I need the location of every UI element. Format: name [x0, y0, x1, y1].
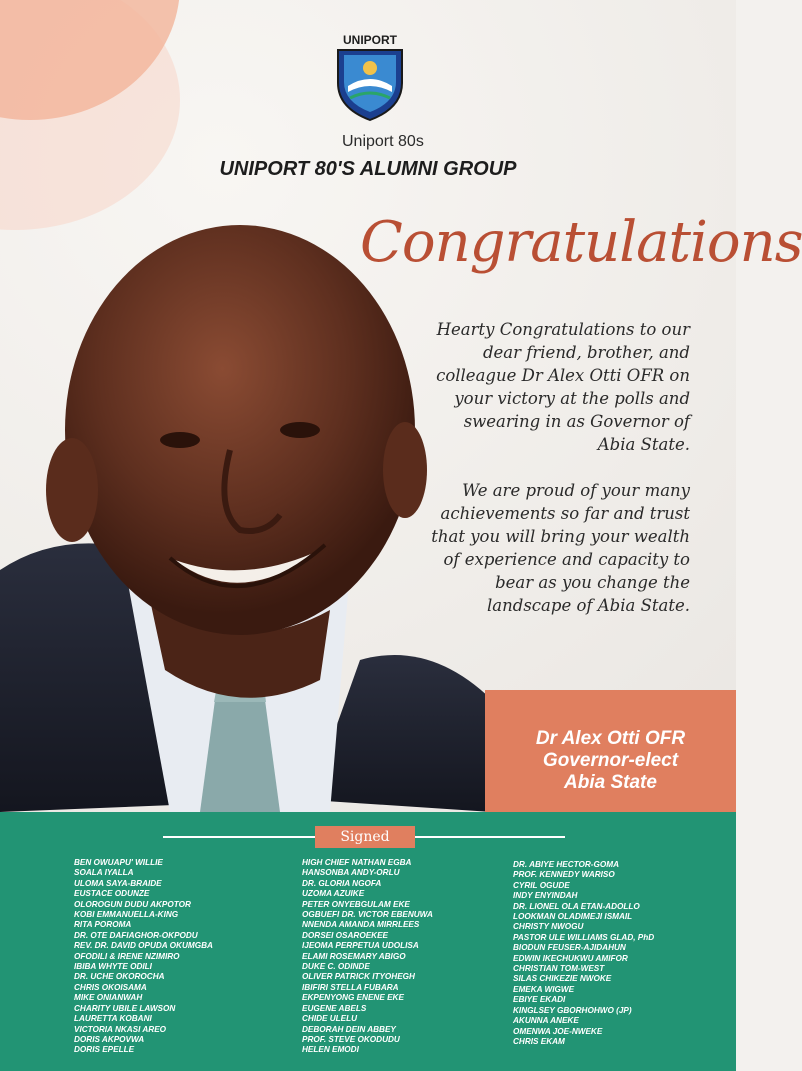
- logo-caption: Uniport 80s: [342, 133, 424, 150]
- honoree-name: Dr Alex Otti OFR: [535, 728, 686, 749]
- signatory-name: ULOMA SAYA-BRAIDE: [74, 878, 162, 888]
- signatory-name: PASTOR ULE WILLIAMS GLAD, PhD: [513, 932, 655, 942]
- signatory-name: DEBORAH DEIN ABBEY: [302, 1024, 396, 1034]
- signatory-name: EKPENYONG ENENE EKE: [302, 993, 404, 1003]
- logo-badge-text: UNIPORT: [343, 33, 397, 47]
- signatory-name: CHARITY UBILE LAWSON: [74, 1003, 176, 1013]
- signatory-name: SOALA IYALLA: [74, 868, 134, 878]
- signatories-col-3: [513, 860, 654, 1047]
- congratulation-message: [430, 318, 690, 640]
- signatory-name: EBIYE EKADI: [513, 995, 566, 1005]
- signatory-name: HANSONBA ANDY-ORLU: [302, 868, 400, 878]
- signatory-name: DORIS EPELLE: [74, 1045, 135, 1055]
- uniport-logo: [330, 28, 410, 123]
- signatory-name: IBIBA WHYTE ODILI: [74, 962, 152, 972]
- signatory-name: LOOKMAN OLADIMEJI ISMAIL: [513, 912, 633, 922]
- signatory-name: DUKE C. ODINDE: [302, 962, 370, 972]
- signatory-name: NNENDA AMANDA MIRRLEES: [302, 920, 420, 930]
- signatory-name: DR. LIONEL OLA ETAN-ADOLLO: [513, 901, 640, 911]
- divider-left: [163, 836, 315, 838]
- message-paragraph-1: Hearty Congratulations to our dear friend, brother, and colleague Dr Alex Otti OFR on your victory at the polls and swearing in as Governor of Abia State.: [436, 320, 690, 454]
- signatory-name: VICTORIA NKASI AREO: [74, 1024, 167, 1034]
- signatory-name: BIODUN FEUSER-AJIDAHUN: [513, 943, 626, 953]
- honoree-title: Governor-elect: [542, 750, 679, 771]
- signatory-name: DR. UCHE OKOROCHA: [74, 972, 165, 982]
- signatory-name: OLOROGUN DUDU AKPOTOR: [74, 899, 191, 909]
- signatory-name: CHRISTIAN TOM-WEST: [513, 964, 605, 974]
- signatory-name: EDWIN IKECHUKWU AMIFOR: [513, 953, 628, 963]
- congratulations-headline: Congratulations: [360, 210, 802, 275]
- signatory-name: CHRIS EKAM: [513, 1036, 565, 1046]
- signatory-name: PETER ONYEBGULAM EKE: [302, 899, 410, 909]
- message-paragraph-2: We are proud of your many achievements so far and trust that you will bring your wealth of experience and capacity to bear as you change the landscape of Abia State.: [431, 481, 690, 615]
- signatories-col-1: [74, 858, 213, 1056]
- signatory-name: HELEN EMODI: [302, 1045, 359, 1055]
- signatory-name: KINGLSEY GBORHOHWO (JP): [513, 1005, 632, 1015]
- signatory-name: EUSTACE ODUNZE: [74, 889, 150, 899]
- honoree-box: [485, 690, 736, 812]
- signatory-name: OFODILI & IRENE NZIMIRO: [74, 951, 180, 961]
- signatory-name: OMENWA JOE-NWEKE: [513, 1026, 603, 1036]
- signatory-name: IBIFIRI STELLA FUBARA: [302, 982, 399, 992]
- signatory-name: DR. OTE DAFIAGHOR-OKPODU: [74, 930, 198, 940]
- signatory-name: PROF. KENNEDY WARISO: [513, 870, 615, 880]
- signatory-name: SILAS CHIKEZIE NWOKE: [513, 974, 612, 984]
- signatory-name: DORIS AKPOVWA: [74, 1034, 145, 1044]
- signatory-name: RITA POROMA: [74, 920, 132, 930]
- signatory-name: DR. GLORIA NGOFA: [302, 878, 382, 888]
- signatory-name: PROF. STEVE OKODUDU: [302, 1034, 400, 1044]
- signatory-name: EUGENE ABELS: [302, 1003, 367, 1013]
- signatory-name: UZOMA AZUIKE: [302, 889, 365, 899]
- signatory-name: EMEKA WIGWE: [513, 984, 575, 994]
- signatory-name: IJEOMA PERPETUA UDOLISA: [302, 941, 419, 951]
- signatory-name: CHIDE ULELU: [302, 1014, 358, 1024]
- signatory-name: OLIVER PATRICK ITYOHEGH: [302, 972, 415, 982]
- signatory-name: CYRIL OGUDE: [513, 880, 570, 890]
- signatory-name: CHRISTY NWOGU: [513, 922, 584, 932]
- signatory-name: BEN OWUAPU' WILLIE: [74, 858, 163, 867]
- signatory-name: CHRIS OKOISAMA: [74, 982, 147, 992]
- signatory-name: DORSEI OSAROEKEE: [302, 930, 388, 940]
- divider-right: [415, 836, 565, 838]
- signatory-name: OGBUEFI DR. VICTOR EBENUWA: [302, 910, 433, 920]
- portrait-photo: [0, 240, 492, 812]
- signatory-name: HIGH CHIEF NATHAN EGBA: [302, 858, 412, 867]
- signatory-name: MIKE ONIANWAH: [74, 993, 143, 1003]
- signed-label: Signed: [315, 826, 415, 848]
- honoree-state: Abia State: [564, 772, 657, 793]
- signatory-name: INDY ENYINDAH: [513, 891, 578, 901]
- signatory-name: LAURETTA KOBANI: [74, 1014, 152, 1024]
- signatory-name: KOBI EMMANUELLA-KING: [74, 910, 179, 920]
- signatory-name: ELAMI ROSEMARY ABIGO: [302, 951, 406, 961]
- signatory-name: AKUNNA ANEKE: [513, 1016, 579, 1026]
- signatory-name: DR. ABIYE HECTOR-GOMA: [513, 860, 619, 869]
- signatories-col-2: [302, 858, 433, 1056]
- signatory-name: REV. DR. DAVID OPUDA OKUMGBA: [74, 941, 213, 951]
- group-title: UNIPORT 80'S ALUMNI GROUP: [219, 158, 517, 180]
